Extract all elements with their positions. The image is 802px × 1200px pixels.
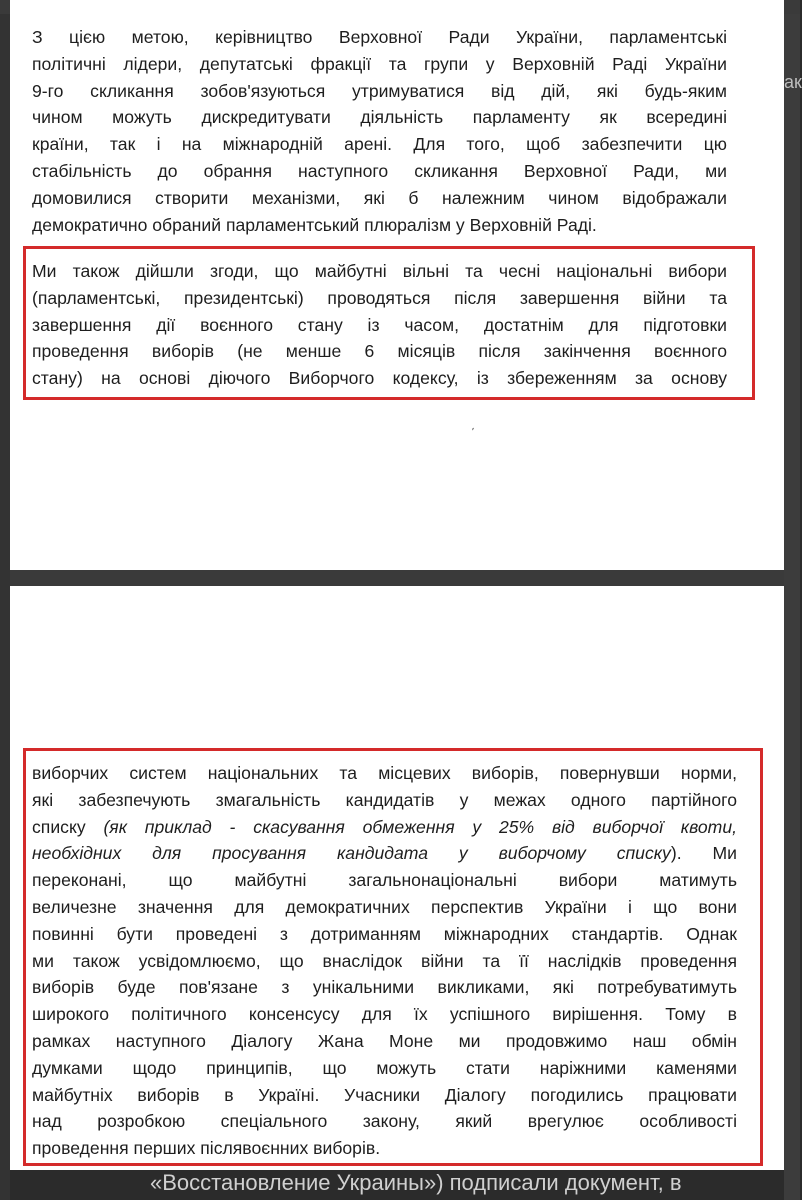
- continued-paragraph: [32, 760, 737, 1162]
- intro-paragraph: [32, 24, 727, 238]
- text-line: (парламентські, президентські) проводяться після завершення війни та: [32, 287, 727, 308]
- page-separator: [10, 570, 784, 586]
- text-line: над розробкою спеціального закону, який врегулює особливості: [32, 1111, 737, 1132]
- right-edge-text: ак: [784, 72, 802, 92]
- text-line: повинні бути проведені з дотриманням міжнародних стандартів. Однак: [32, 923, 737, 944]
- text-line: домовилися створити механізми, які б належним чином відображали: [32, 187, 727, 208]
- text-line: думками щодо принципів, що можуть стати наріжними каменями: [32, 1057, 737, 1078]
- post-caption-text: «Восстановление Украины») подписали документ, в: [150, 1170, 682, 1195]
- text-line: виборчих систем національних та місцевих виборів, повернувши норми,: [32, 763, 737, 783]
- right-gutter: [784, 14, 800, 1200]
- text-line: стабільність до обрання наступного скликання Верховної Ради, ми: [32, 160, 727, 181]
- text-line: Ми також дійшли згоди, що майбутні вільні та чесні національні вибори: [32, 261, 727, 281]
- text-line: майбутніх виборів в Україні. Учасники Діалогу погодились працювати: [32, 1084, 737, 1105]
- text-line: чином можуть дискредитувати діяльність парламенту як всередині: [32, 107, 727, 128]
- text-line: виборів буде пов'язане з унікальними викликами, які потребуватимуть: [32, 977, 737, 998]
- text-line: переконані, що майбутні загальнонаціональні вибори матимуть: [32, 870, 737, 891]
- text-line: необхідних для просування кандидата у виборчому списку). Ми: [32, 843, 737, 864]
- text-line: проведення перших післявоєнних виборів.: [32, 1138, 381, 1159]
- text-line: демократично обраний парламентський плюралізм у Верховній Раді.: [32, 214, 597, 235]
- left-gutter: [0, 14, 10, 1200]
- text-line: широкого політичного консенсусу для їх успішного вирішення. Тому в: [32, 1004, 737, 1025]
- text-line: країни, так і на міжнародній арені. Для того, щоб забезпечити цю: [32, 134, 727, 155]
- document-page-2: [10, 586, 784, 1170]
- stray-mark: ˊ: [469, 424, 480, 442]
- text-line: З цією метою, керівництво Верховної Ради України, парламентські: [32, 27, 727, 47]
- highlighted-paragraph: [32, 258, 727, 392]
- text-line: стану) на основі діючого Виборчого кодексу, із збереженням за основу: [32, 368, 727, 389]
- document-page-1: [10, 0, 784, 570]
- text-line: 9-го скликання зобов'язуються утримуватися від дій, які будь-яким: [32, 80, 727, 101]
- text-line: політичні лідери, депутатські фракції та групи у Верховній Раді України: [32, 53, 727, 74]
- text-line: ми також усвідомлюємо, що внаслідок війни та її наслідків проведення: [32, 950, 737, 971]
- text-line: проведення виборів (не менше 6 місяців після закінчення воєнного: [32, 341, 727, 362]
- text-line: величезне значення для демократичних перспектив України і що вони: [32, 896, 737, 917]
- text-line: які забезпечують змагальність кандидатів у межах одного партійного: [32, 789, 737, 810]
- text-line: рамках наступного Діалогу Жана Моне ми продовжимо наш обмін: [32, 1030, 737, 1051]
- text-line: списку (як приклад - скасування обмеження у 25% від виборчої квоти,: [32, 816, 737, 837]
- text-line: завершення дії воєнного стану із часом, достатнім для підготовки: [32, 314, 727, 335]
